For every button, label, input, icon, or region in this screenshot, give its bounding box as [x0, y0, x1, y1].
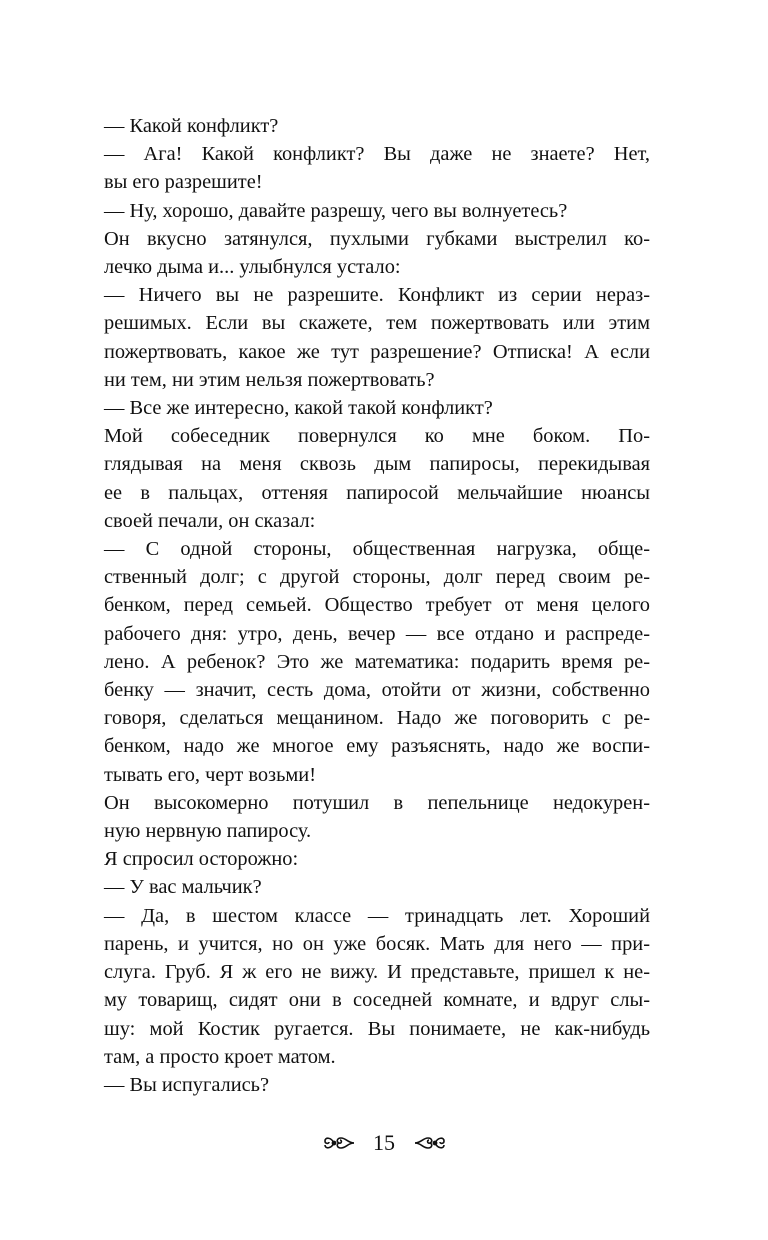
text-line: ственный долг; с другой стороны, долг перед своим ре- [104, 566, 650, 589]
paragraph [104, 845, 650, 873]
paragraph [104, 197, 650, 225]
text-line: говоря, сделаться мещанином. Надо же поговорить с ре- [104, 707, 650, 730]
text-line: — Да, в шестом классе — тринадцать лет. Хороший [104, 904, 650, 927]
left-ornament-icon [322, 1132, 356, 1154]
right-ornament-icon [413, 1132, 447, 1154]
text-line: — Вы испугались? [104, 1073, 270, 1096]
text-line: вы его разрешите! [104, 171, 263, 194]
text-line: — С одной стороны, общественная нагрузка, обще- [104, 538, 650, 561]
paragraph [104, 281, 650, 394]
text-line: пожертвовать, какое же тут разрешение? Отписка! А если [104, 340, 650, 363]
paragraph [104, 225, 650, 281]
text-line: лечко дыма и... улыбнулся устало: [104, 256, 401, 279]
text-line: лено. А ребенок? Это же математика: подарить время ре- [104, 650, 650, 673]
text-line: ни тем, ни этим нельзя пожертвовать? [104, 368, 435, 391]
text-line: глядывая на меня сквозь дым папиросы, перекидывая [104, 453, 650, 476]
text-line: слуга. Груб. Я ж его не вижу. И представьте, пришел к не- [104, 961, 650, 984]
paragraph [104, 140, 650, 196]
text-line: Мой собеседник повернулся ко мне боком. По- [104, 425, 650, 448]
text-line: рабочего дня: утро, день, вечер — все отдано и распреде- [104, 622, 650, 645]
paragraph [104, 394, 650, 422]
text-line: — Ничего вы не разрешите. Конфликт из серии нераз- [104, 284, 650, 307]
text-line: своей печали, он сказал: [104, 509, 316, 532]
text-line: бенком, перед семьей. Общество требует от меня целого [104, 594, 650, 617]
text-line: бенком, надо же многое ему разъяснять, надо же воспи- [104, 735, 650, 758]
paragraph [104, 535, 650, 789]
text-line: ее в пальцах, оттеняя папиросой мельчайшие нюансы [104, 481, 650, 504]
page-footer [0, 1128, 768, 1156]
text-line: — Ну, хорошо, давайте разрешу, чего вы волнуетесь? [104, 199, 568, 222]
paragraph [104, 789, 650, 845]
paragraph [104, 902, 650, 1071]
text-line: — У вас мальчик? [104, 876, 262, 899]
text-line: там, а просто кроет матом. [104, 1045, 336, 1068]
text-line: — Ага! Какой конфликт? Вы даже не знаете? Нет, [104, 143, 650, 166]
text-line: — Какой конфликт? [104, 115, 279, 137]
paragraph [104, 873, 650, 901]
text-line: Он высокомерно потушил в пепельнице недокурен- [104, 791, 650, 814]
text-line: тывать его, черт возьми! [104, 763, 316, 786]
paragraph [104, 112, 650, 140]
paragraph [104, 422, 650, 535]
page-number: 15 [373, 1129, 395, 1155]
paragraph [104, 1071, 650, 1099]
text-line: бенку — значит, сесть дома, отойти от жизни, собственно [104, 679, 650, 702]
text-line: ную нервную папиросу. [104, 820, 312, 843]
text-line: парень, и учится, но он уже босяк. Мать для него — при- [104, 932, 650, 955]
page-body [104, 112, 650, 1099]
text-line: Я спросил осторожно: [104, 848, 299, 871]
text-line: му товарищ, сидят они в соседней комнате, и вдруг слы- [104, 989, 650, 1012]
text-line: решимых. Если вы скажете, тем пожертвовать или этим [104, 312, 650, 335]
text-line: шу: мой Костик ругается. Вы понимаете, не как-нибудь [104, 1017, 650, 1040]
text-line: — Все же интересно, какой такой конфликт? [104, 397, 493, 420]
text-line: Он вкусно затянулся, пухлыми губками выстрелил ко- [104, 227, 650, 250]
